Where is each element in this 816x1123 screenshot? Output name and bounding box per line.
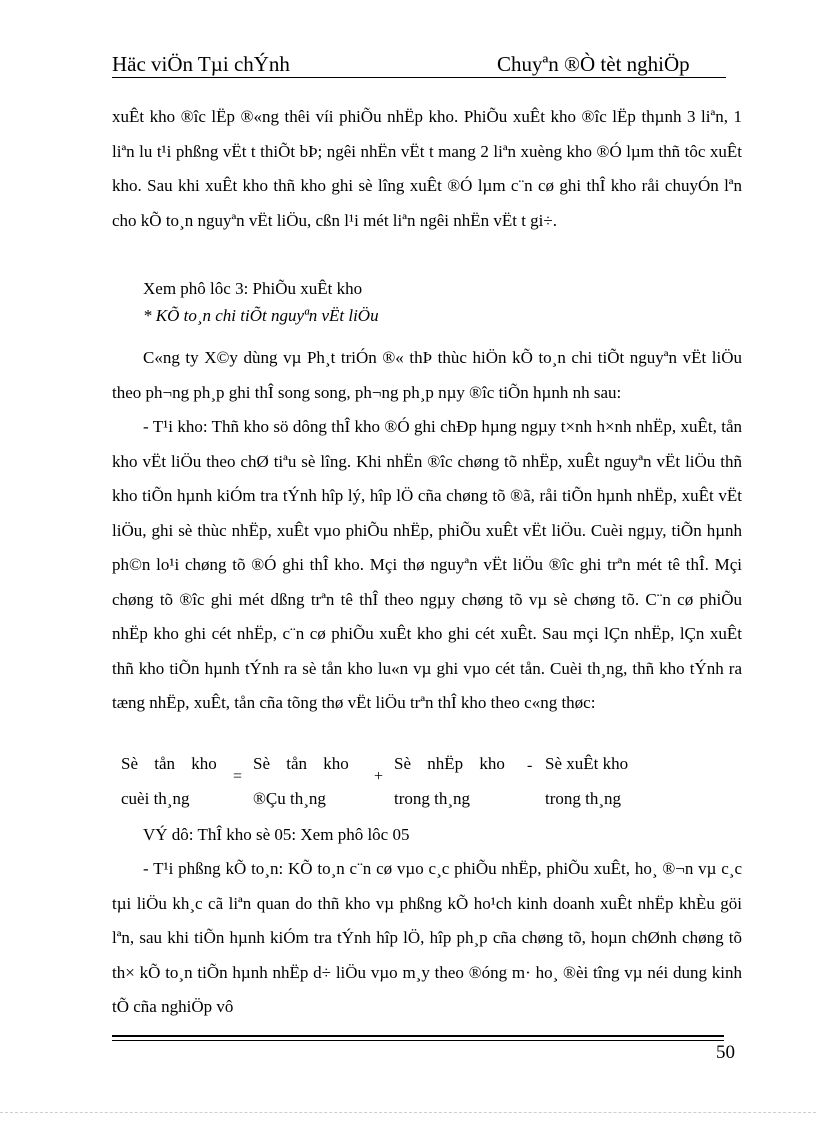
page-bottom-edge — [0, 1112, 816, 1113]
formula-term-issued: Sè xuÊt kho — [545, 754, 629, 773]
formula-term-ending-stock-sub: cuèi th¸ng — [121, 789, 190, 808]
header-document-title: Chuyªn ®Ò tèt nghiÖp — [497, 52, 690, 76]
footer-rule-thin — [112, 1040, 724, 1041]
paragraph-appendix-ref-3: Xem phô lôc 3: PhiÕu xuÊt kho — [143, 279, 363, 298]
formula-minus-sign: - — [527, 757, 533, 774]
section-heading-italic: * KÕ to¸n chi tiÕt nguyªn vËt liÖu — [143, 306, 379, 325]
paragraph-example-ref-5: VÝ dô: ThÎ kho sè 05: Xem phô lôc 05 — [143, 825, 410, 844]
formula-plus-sign: + — [374, 768, 384, 785]
paragraph-method-intro: C«ng ty X©y dùng vµ Ph¸t triÓn ®« thÞ thùc hiÖn kÕ to¸n chi tiÕt nguyªn vËt liÖu theo ph¬ng ph¸p ghi thÎ song song, ph¬ng ph¸p nµy ®îc tiÕn hµnh nh sau: — [112, 348, 742, 402]
header-institution: Häc viÖn Tµi chÝnh — [112, 52, 290, 76]
formula-equals-sign: = — [233, 768, 243, 785]
formula-term-ending-stock: Sè tån kho — [121, 754, 217, 773]
formula-term-received: Sè nhËp kho — [394, 754, 505, 773]
paragraph-accounting-dept: - T¹i phßng kÕ to¸n: KÕ to¸n c¨n cø vµo c¸c phiÕu nhËp, phiÕu xuÊt, ho¸ ®¬n vµ c¸c tµi liÖu kh¸c cã liªn quan do thñ kho vµ phßng kÕ ho¹ch kinh doanh xuÊt nhËp khÈu göi lªn, sau khi tiÕn hµnh kiÓm tra tÝnh hîp lÖ, hîp ph¸p cña chøng tõ, hoµn chØnh chøng tõ th× kÕ to¸n tiÕn hµnh nhËp d÷ liÖu vµo m¸y theo ®óng m· ho¸ ®èi tîng vµ néi dung kinh tÕ cña nghiÖp vô — [112, 859, 742, 1016]
page-number: 50 — [716, 1042, 735, 1063]
formula-term-opening-stock: Sè tån kho — [253, 754, 349, 773]
paragraph-continuation: xuÊt kho ®îc lËp ®«ng thêi víi phiÕu nhËp kho. PhiÕu xuÊt kho ®îc lËp thµnh 3 liªn, 1 liªn lu t¹i phßng vËt t thiÕt bÞ; ngêi nhËn vËt t mang 2 liªn xuèng kho ®Ó lµm thñ tôc xuÊt kho. Sau khi xuÊt kho thñ kho ghi sè lîng xuÊt ®Ó lµm c¨n cø ghi thÎ kho råi chuyÓn lªn cho kÕ to¸n nguyªn vËt liÖu, cßn l¹i mét liªn ngêi nhËn vËt t gi÷. — [112, 107, 742, 230]
header-rule — [112, 77, 726, 78]
formula-term-issued-sub: trong th¸ng — [545, 789, 622, 808]
formula-term-opening-stock-sub: ®Çu th¸ng — [253, 789, 326, 808]
formula-term-received-sub: trong th¸ng — [394, 789, 471, 808]
footer-rule-thick — [112, 1035, 724, 1037]
paragraph-warehouse: - T¹i kho: Thñ kho sö dông thÎ kho ®Ó ghi chÐp hµng ngµy t×nh h×nh nhËp, xuÊt, tån kho vËt liÖu theo chØ tiªu sè lîng. Khi nhËn ®îc chøng tõ nhËp, xuÊt nguyªn vËt liÖu thñ kho tiÕn hµnh kiÓm tra tÝnh hîp lý, hîp lÖ cña chøng tõ ®ã, råi tiÕn hµnh nhËp, xuÊt vËt liÖu, ghi sè thùc nhËp, xuÊt vµo phiÕu nhËp, phiÕu xuÊt vËt liÖu. Cuèi ngµy, tiÕn hµnh ph©n lo¹i chøng tõ ®Ó ghi thÎ kho. Mçi thø nguyªn vËt liÖu ®îc ghi trªn mét tê thÎ. Mçi chøng tõ ®îc ghi mét dßng trªn tê thÎ theo ngµy chøng tõ vµ sè chøng tõ. C¨n cø phiÕu nhËp kho ghi cét nhËp, c¨n cø phiÕu xuÊt kho ghi cét xuÊt. Sau mçi lÇn nhËp, lÇn xuÊt thñ kho tiÕn hµnh tÝnh ra sè tån kho lu«n vµ ghi vµo cét tån. Cuèi th¸ng, thñ kho tÝnh ra tæng nhËp, xuÊt, tån cña tõng thø vËt liÖu trªn thÎ kho theo c«ng thøc: — [112, 417, 742, 712]
